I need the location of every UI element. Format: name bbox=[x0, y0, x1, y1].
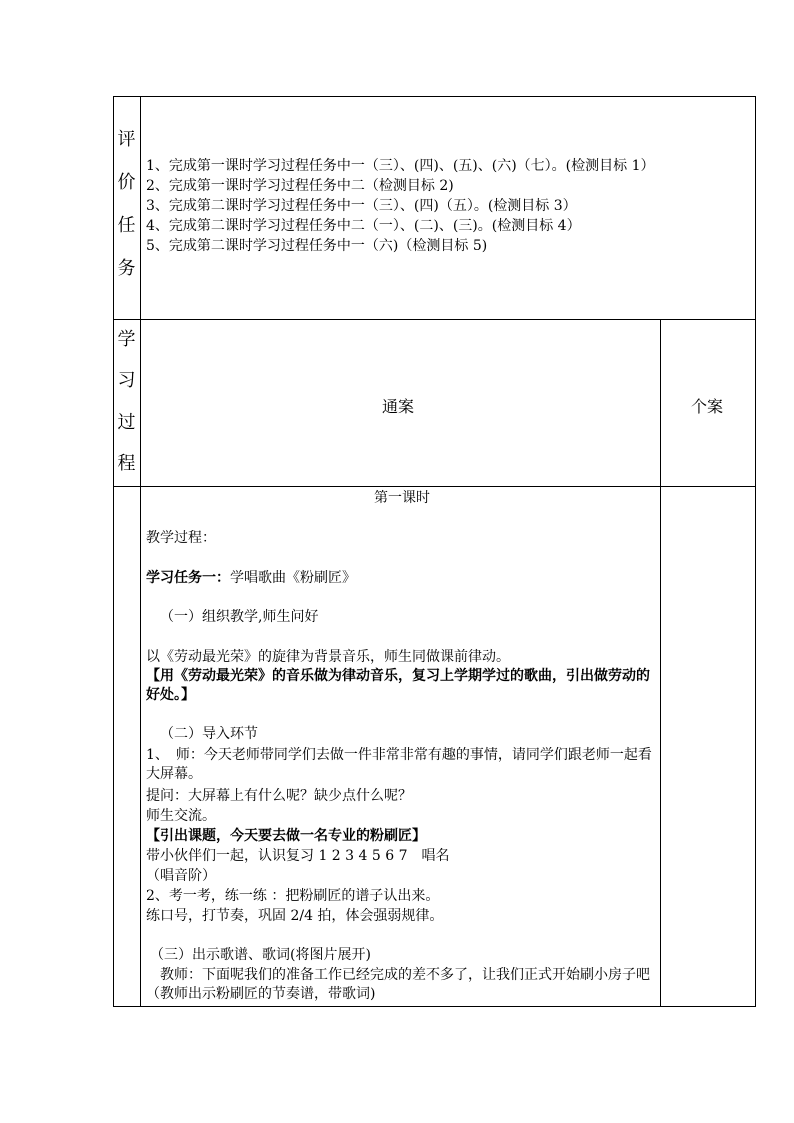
criteria-item: 5、完成第二课时学习过程任务中一（六)（检测目标 5) bbox=[146, 238, 488, 254]
label-column-divider bbox=[140, 96, 141, 1007]
task-text: 学唱歌曲《粉刷匠》 bbox=[230, 570, 356, 586]
task-label: 学习任务一： bbox=[146, 570, 230, 586]
process-label-char: 学 bbox=[117, 329, 136, 350]
paragraph: 以《劳动最光荣》的旋律为背景音乐，师生同做课前律动。 bbox=[146, 649, 510, 665]
lesson-title: 第一课时 bbox=[374, 490, 430, 506]
evaluation-label-char: 务 bbox=[117, 258, 136, 279]
task-heading bbox=[146, 569, 356, 588]
common-individual-divider bbox=[660, 319, 661, 1007]
section-title: （三）出示歌谱、歌词(将图片展开) bbox=[150, 947, 371, 963]
common-plan-header: 通案 bbox=[382, 397, 415, 416]
individual-plan-header: 个案 bbox=[691, 397, 724, 416]
evaluation-label-char: 价 bbox=[117, 172, 136, 193]
criteria-item: 2、完成第一课时学习过程任务中二（检测目标 2) bbox=[146, 178, 454, 194]
evaluation-criteria-list bbox=[146, 156, 746, 256]
process-label-char: 习 bbox=[117, 370, 136, 391]
section-title: （二）导入环节 bbox=[160, 726, 258, 742]
note-paragraph: 【引出课题，今天要去做一名专业的粉刷匠】 bbox=[146, 828, 426, 844]
table-border-right bbox=[755, 96, 756, 1007]
paragraph: 2、考一考，练一练 ：把粉刷匠的谱子认出来。 bbox=[146, 888, 440, 904]
paragraph: 带小伙伴们一起，认识复习 1 2 3 4 5 6 7 唱名 bbox=[146, 848, 450, 864]
process-label bbox=[113, 330, 140, 480]
paragraph: 提问：大屏幕上有什么呢？缺少点什么呢？ bbox=[146, 788, 412, 804]
table-border-top bbox=[113, 96, 756, 97]
evaluation-label-char: 评 bbox=[117, 129, 136, 150]
evaluation-label-char: 任 bbox=[117, 215, 136, 236]
table-border-bottom bbox=[113, 1006, 756, 1007]
evaluation-label bbox=[113, 130, 140, 290]
criteria-item: 3、完成第二课时学习过程任务中一（三）、(四)（五）。(检测目标 3） bbox=[146, 198, 577, 214]
criteria-item: 1、完成第一课时学习过程任务中一（三）、(四)、(五)、(六)（七）。(检测目标 1） bbox=[146, 158, 655, 174]
paragraph: （唱音阶） bbox=[146, 868, 216, 884]
process-label-char: 程 bbox=[117, 453, 136, 474]
teaching-process-heading: 教学过程： bbox=[146, 530, 216, 546]
process-label-char: 过 bbox=[117, 412, 136, 433]
note-paragraph: 【用《劳动最光荣》的音乐做为律动音乐，复习上学期学过的歌曲，引出做劳动的好处。】 bbox=[146, 668, 650, 703]
section-title: （一）组织教学,师生问好 bbox=[160, 609, 319, 625]
criteria-item: 4、完成第二课时学习过程任务中二（一）、(二)、(三)。(检测目标 4） bbox=[146, 218, 581, 234]
paragraph: 1、 师：今天老师带同学们去做一件非常非常有趣的事情，请同学们跟老师一起看大屏幕。 bbox=[146, 747, 652, 782]
paragraph: 教师：下面呢我们的准备工作已经完成的差不多了，让我们正式开始刷小房子吧（教师出示粉刷匠的节奏谱，带歌词) bbox=[146, 967, 650, 1002]
paragraph: 练口号，打节奏，巩固 2/4 拍，体会强弱规律。 bbox=[146, 908, 444, 924]
paragraph: 师生交流。 bbox=[146, 808, 216, 824]
